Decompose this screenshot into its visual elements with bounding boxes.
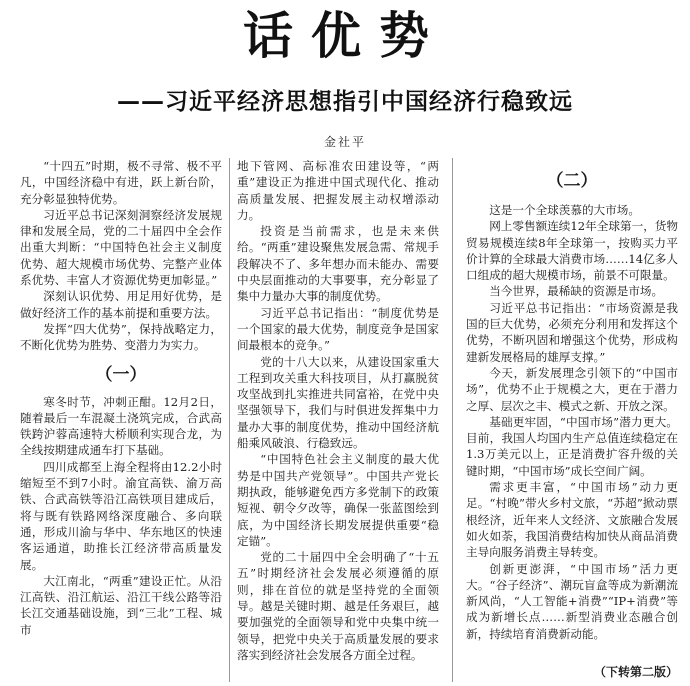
- column-divider: [229, 158, 230, 682]
- subtitle: ——习近平经济思想指引中国经济行稳致远: [117, 89, 573, 115]
- byline: 金社平: [323, 135, 366, 149]
- paragraph: 习近平总书记指出：“制度优势是一个国家的最大优势，制度竞争是国家间最根本的竞争。”: [237, 305, 439, 353]
- column-divider: [452, 158, 453, 682]
- paragraph: 习近平总书记指出：“市场资源是我国的巨大优势，必须充分利用和发挥这个优势，不断巩固和增强这个优势，形成构建新发展格局的雄厚支撑。”: [466, 300, 678, 364]
- column-3: [466, 158, 678, 682]
- column-1: [20, 158, 222, 682]
- paragraph: 当今世界，最稀缺的资源是市场。: [489, 284, 664, 299]
- paragraph: 发挥“四大优势”，保持战略定力，不断化优势为胜势、变潜力为实力。: [20, 321, 222, 353]
- column-2: [237, 158, 439, 682]
- paragraph: 地下管网、高标准农田建设等，“两重”建设正为推进中国式现代化、推动高质量发展、把握发展主动权增添动力。: [237, 159, 439, 222]
- paragraph: 基础更牢固，“中国市场”潜力更大。目前，我国人均国内生产总值连续稳定在1.3万美元以上，正是消费扩容升级的关键时期，“中国市场”成长空间广阔。: [466, 414, 678, 478]
- continuation-note: （下转第二版）: [593, 665, 678, 679]
- paragraph: 党的二十届四中全会明确了“十五五”时期经济社会发展必须遵循的原则，排在首位的就是坚持党的全面领导。越是关键时期、越是任务艰巨，越要加强党的全面领导和党中央集中统一领导，把党中央关于高质量发展的要求落实到经济社会发展各方面全过程。: [237, 550, 439, 662]
- paragraph: 网上零售额连续12年全球第一，货物贸易规模连续8年全球第一，按购买力平价计算的全球最大消费市场……14亿多人口组成的超大规模市场，前景不可限量。: [466, 219, 678, 283]
- paragraph: “中国特色社会主义制度的最大优势是中国共产党领导”。中国共产党长期执政，能够避免西方多党制下的政策短视、朝令夕改等，确保一张蓝图绘到底，为中国经济长期发展提供重要“稳定锚”。: [237, 452, 439, 548]
- paragraph: 创新更澎湃，“中国市场”活力更大。“谷子经济”、潮玩盲盒等成为新潮流新风尚，“人工智能+消费”“IP+消费”等成为新增长点……新型消费业态融合创新，持续培育消费新动能。: [466, 561, 678, 641]
- paragraph: 四川成都至上海全程将由12.2小时缩短至不到7小时。渝宜高铁、渝万高铁、合武高铁等沿江高铁项目建成后，将与既有铁路网络深度融合、多向联通，形成川渝与华中、华东地区的快速客运通道，助推长江经济带高质量发展。: [20, 459, 222, 572]
- paragraph: 投资是当前需求，也是未来供给。“两重”建设聚焦发展急需、常规手段解决不了、多年想办而未能办、需要中央层面推动的大事要事，充分彰显了集中力量办大事的制度优势。: [237, 224, 439, 304]
- paragraph: “十四五”时期，极不寻常、极不平凡，中国经济稳中有进，跃上新台阶，充分彰显独特优势。: [20, 159, 222, 206]
- paragraph: 寒冬时节，冲刺正酣。12月2日，随着最后一车混凝土浇筑完成，合武高铁跨沪蓉高速特大桥顺利实现合龙，为全线按期建成通车打下基础。: [20, 394, 222, 458]
- paragraph: 这是一个全球羡慕的大市场。: [489, 203, 640, 217]
- paragraph: 习近平总书记深刻洞察经济发展规律和发展全局，党的二十届四中全会作出重大判断：“中国特色社会主义制度优势、超大规模市场优势、完整产业体系优势、丰富人才资源优势更加彰显。”: [20, 207, 222, 288]
- section-heading-1: （一）: [95, 364, 147, 385]
- paragraph: 深刻认识优势、用足用好优势，是做好经济工作的基本前提和重要方法。: [20, 289, 222, 320]
- paragraph: 需求更丰富，“中国市场”动力更足。“村晚”带火乡村文旅，“苏超”掀动票根经济，近年来人文经济、文旅融合发展如火如荼，我国消费结构加快从商品消费主导向服务消费主导转变。: [466, 480, 678, 560]
- paragraph: 党的十八大以来，从建设国家重大工程到攻关重大科技项目，从打赢脱贫攻坚战到扎实推进共同富裕，在党中央坚强领导下，我们与时俱进发挥集中力量办大事的制度优势，推动中国经济航船乘风破浪、行稳致远。: [237, 354, 439, 451]
- paragraph: 今天，新发展理念引领下的“中国市场”，优势不止于规模之大，更在于潜力之厚、层次之丰、模式之新、开放之深。: [466, 365, 678, 413]
- headline: 话优势: [243, 7, 447, 65]
- section-heading-2: （二）: [546, 171, 598, 191]
- paragraph: 大江南北，“两重”建设正忙。从沿江高铁、沿江航运、沿江干线公路等沿长江交通基础设施，到“三北”工程、城市: [20, 573, 222, 637]
